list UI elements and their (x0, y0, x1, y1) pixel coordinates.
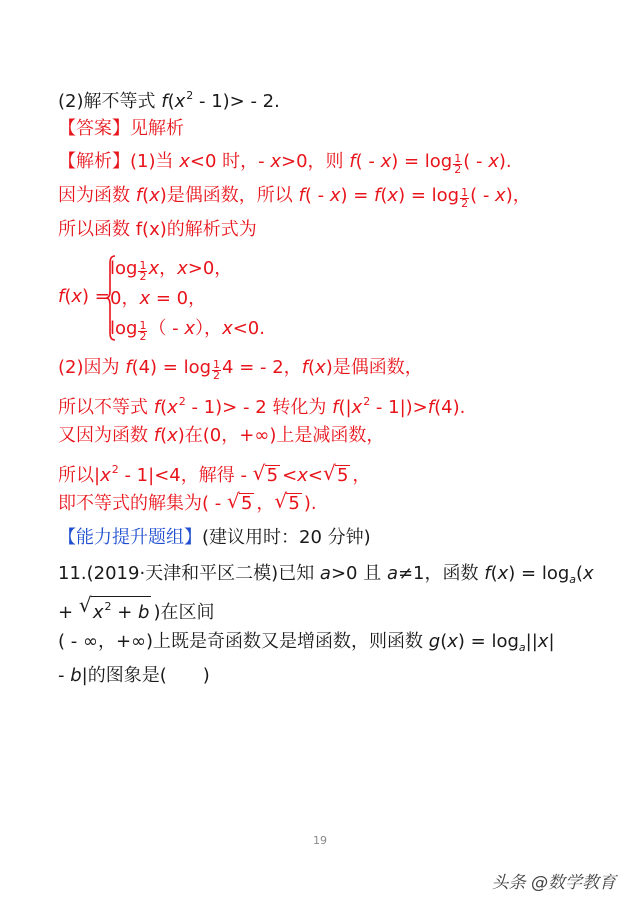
piece-2: 0，x = 0， (110, 288, 207, 309)
q11-line-3: ( - ∞，+∞)上既是奇函数又是增函数，则函数 $g(x) = \log_a||x|$ (58, 631, 555, 654)
section-note: (建议用时：20 分钟) (202, 527, 371, 548)
watermark: 头条 @数学教育 (491, 873, 616, 893)
piecewise-function (58, 255, 358, 343)
section-header (58, 526, 371, 550)
piece-1: log $\frac{1}{2}$ x，x>0， (110, 258, 233, 283)
q11-line-1: 11.(2019·天津和平区二模)已知 a>0 且 a≠1，函数 $f(x) = \log_a(x$ (58, 563, 594, 586)
page-number: 19 (313, 834, 327, 847)
analysis-line-3: 所以函数 f(x)的解析式为 (58, 219, 257, 240)
answer-label: 【答案】见解析 (58, 118, 184, 139)
q11-line-2: + √ $x^2 + b$ )在区间 (58, 593, 215, 623)
analysis-label: 【解析】 (58, 151, 130, 172)
analysis-line-8: 即不等式的解集为( - √ 5 ， √ 5 ). (58, 489, 317, 514)
analysis-line-6: 又因为函数 f(x)在(0，+∞)上是减函数， (58, 425, 385, 446)
analysis-line-4: (2)因为 f(4) = log $\frac{1}{2}$ 4 = - 2，f(x)是偶函数， (58, 357, 423, 382)
piecewise-lhs: f(x) = (58, 286, 110, 307)
analysis-line-5: 所以不等式 $f(x^2 - 1)> - 2$ 转化为 $f(|x^2 - 1|)>f(4)$. (58, 395, 466, 418)
q11-line-4: - b|的图象是( ) (58, 665, 210, 686)
question-part-2: (2)解不等式 $f(x^2 - 1)> - 2$. (58, 89, 280, 112)
analysis-line-1: 【解析】(1)当 x<0 时，- x>0，则 f( - x) = log $\frac{1}{2}$ ( - x). (58, 151, 512, 176)
piece-3: log $\frac{1}{2}$ （ - x），x<0. (110, 318, 265, 343)
analysis-line-2: 因为函数 f(x)是偶函数，所以 f( - x) = f(x) = log $\frac{1}{2}$ ( - x)， (58, 185, 531, 210)
analysis-line-7: 所以$|x^2 - 1|<4$，解得 - √ 5 <x< √ 5 ， (58, 461, 371, 486)
section-label: 【能力提升题组】 (58, 527, 202, 548)
